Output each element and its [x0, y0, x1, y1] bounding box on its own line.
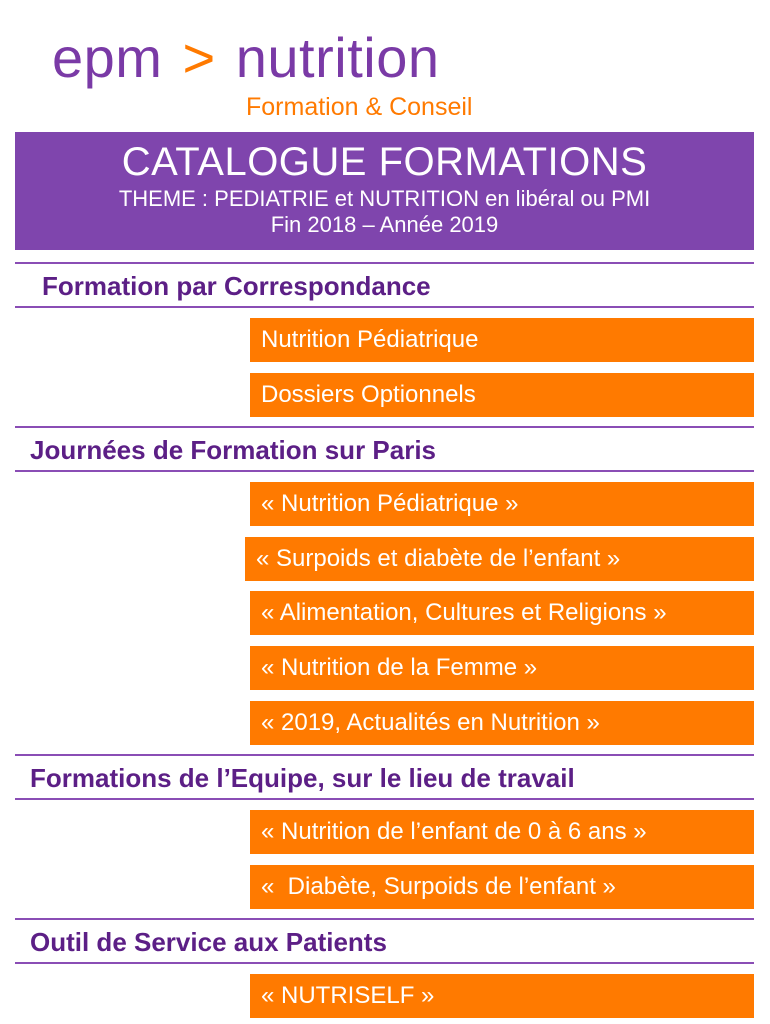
section-title-outil-patients: Outil de Service aux Patients: [30, 927, 387, 957]
course-item[interactable]: « Nutrition Pédiatrique »: [250, 482, 754, 526]
section-divider: [15, 918, 754, 920]
brand-name-right: nutrition: [235, 26, 440, 89]
section-divider: [15, 470, 754, 472]
course-item[interactable]: Dossiers Optionnels: [250, 373, 754, 417]
brand-tagline: Formation & Conseil: [246, 93, 473, 121]
course-item[interactable]: « 2019, Actualités en Nutrition »: [250, 701, 754, 745]
course-item[interactable]: « Nutrition de l’enfant de 0 à 6 ans »: [250, 810, 754, 854]
course-item[interactable]: « NUTRISELF »: [250, 974, 754, 1018]
section-divider: [15, 262, 754, 264]
brand-logo: [52, 22, 440, 94]
banner-period: Fin 2018 – Année 2019: [270, 212, 499, 237]
course-item[interactable]: Nutrition Pédiatrique: [250, 318, 754, 362]
course-item[interactable]: « Surpoids et diabète de l’enfant »: [245, 537, 754, 581]
section-title-equipe: Formations de l’Equipe, sur le lieu de travail: [30, 763, 575, 793]
section-divider: [15, 426, 754, 428]
banner-title: CATALOGUE FORMATIONS: [121, 140, 648, 184]
banner-theme: THEME : PEDIATRIE et NUTRITION en libéral ou PMI: [118, 186, 651, 211]
section-title-journees-paris: Journées de Formation sur Paris: [30, 435, 437, 465]
section-divider: [15, 754, 754, 756]
course-item[interactable]: « Diabète, Surpoids de l’enfant »: [250, 865, 754, 909]
course-item[interactable]: « Alimentation, Cultures et Religions »: [250, 591, 754, 635]
section-divider: [15, 962, 754, 964]
brand-separator: >: [182, 26, 216, 89]
brand-name-left: epm: [52, 26, 163, 89]
section-divider: [15, 798, 754, 800]
course-item[interactable]: « Nutrition de la Femme »: [250, 646, 754, 690]
section-divider: [15, 306, 754, 308]
catalogue-banner: [15, 132, 754, 250]
section-title-correspondance: Formation par Correspondance: [42, 271, 431, 301]
